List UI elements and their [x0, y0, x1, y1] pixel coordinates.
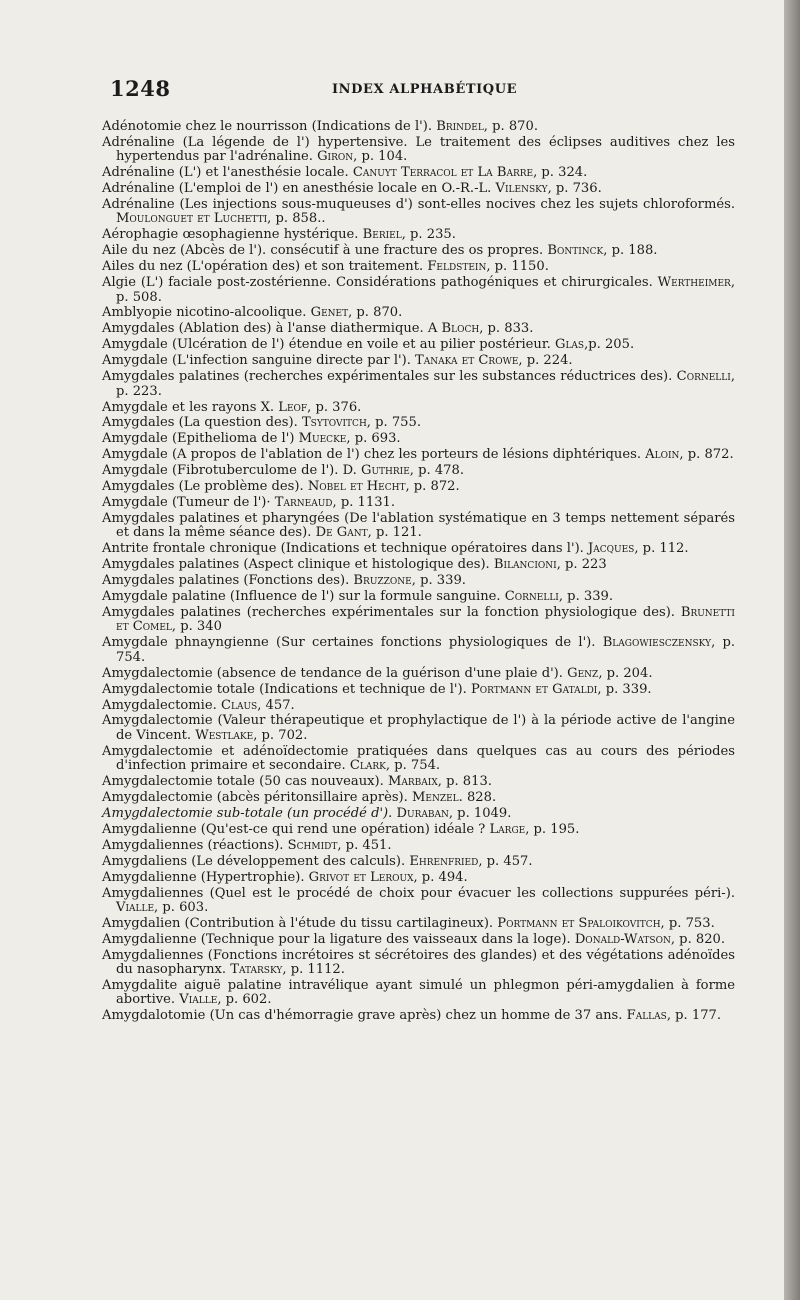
entry-author: De Gant	[315, 525, 368, 541]
page-number: 1248	[110, 76, 171, 101]
index-entry	[102, 839, 735, 853]
entry-title: Amygdalectomie totale (50 cas nouveaux).	[102, 774, 384, 790]
entry-title: Amygdalienne (Hypertrophie).	[102, 869, 305, 885]
entry-title: Amygdalienne (Technique pour la ligature des vaisseaux dans la loge).	[102, 931, 571, 947]
index-entry	[102, 120, 735, 134]
index-entry	[102, 775, 735, 789]
entry-author: Bruzzone	[353, 573, 412, 589]
entry-author: Large	[489, 821, 526, 837]
index-entry	[102, 401, 735, 415]
index-entry	[102, 166, 735, 180]
entry-title: Amygdalotomie (Un cas d'hémorragie grave après) chez un homme de 37 ans.	[102, 1008, 623, 1024]
entry-author: Leof	[278, 399, 308, 415]
entry-title: Amygdaliens (Le développement des calculs).	[102, 853, 406, 869]
entry-page-ref: , p. 858..	[267, 211, 326, 227]
index-entry	[102, 887, 735, 916]
entry-page-ref: , p. 478.	[409, 463, 464, 479]
entry-title: Amygdalienne (Qu'est-ce qui rend une opération) idéale ?	[102, 821, 486, 837]
entry-title: Adrénaline (L') et l'anesthésie locale.	[102, 165, 349, 181]
entry-page-ref: , 457.	[257, 697, 295, 713]
index-entry	[102, 136, 735, 165]
entry-author: Fallas	[626, 1008, 667, 1024]
index-entry	[102, 949, 735, 978]
index-entry	[102, 714, 735, 743]
entry-page-ref: , p. 340	[171, 619, 222, 635]
entry-page-ref: , p. 1150.	[486, 259, 549, 275]
entry-author: Muecke	[298, 431, 347, 447]
index-entry	[102, 480, 735, 494]
index-entry	[102, 276, 735, 305]
entry-title: Amygdales palatines (Aspect clinique et histologique des).	[102, 557, 490, 573]
entry-page-ref: , p. 813.	[437, 774, 492, 790]
entry-author: Vialle	[116, 899, 155, 915]
entry-title: Amygdalectomie.	[102, 697, 217, 713]
entry-title: Amygdalien (Contribution à l'étude du tissu cartilagineux).	[102, 915, 494, 931]
entry-title: Amygdalectomie (Valeur thérapeutique et prophylactique de l') à la période active de l'angine de Vincent.	[102, 713, 735, 743]
entry-author: Brindel	[436, 119, 484, 134]
entry-page-ref: , p. 754.	[116, 635, 735, 665]
entry-title: Aile du nez (Abcès de l'). consécutif à une fracture des os propres.	[102, 243, 544, 259]
index-entry	[102, 322, 735, 336]
entry-page-ref: , p. 508.	[116, 275, 735, 305]
entry-author: Donald-Watson	[574, 931, 671, 947]
entry-page-ref: , p. 833.	[479, 321, 534, 337]
entry-author: Claus	[220, 697, 258, 713]
entry-author: Tanaka et Crowe	[415, 353, 519, 369]
entry-author: Brunetti et Comel	[116, 605, 735, 635]
entry-page-ref: , p. 235.	[401, 227, 456, 243]
page-edge-shadow	[784, 0, 800, 1300]
entry-page-ref: , p. 195.	[525, 821, 580, 837]
entry-title: Adrénaline (L'emploi de l') en anesthésie locale en O.-R.-L.	[102, 181, 492, 197]
entry-title: Adénotomie chez le nourrisson (Indications de l').	[102, 119, 433, 134]
index-entry	[102, 244, 735, 258]
entry-page-ref: , p. 121.	[367, 525, 422, 541]
entry-page-ref: , p. 224.	[518, 353, 573, 369]
index-entry	[102, 871, 735, 885]
entry-author: Feldstein	[427, 259, 487, 275]
index-entry	[102, 745, 735, 774]
entry-page-ref: , p. 104.	[353, 149, 408, 165]
entry-author: Cornelli	[676, 369, 731, 385]
entry-page-ref: , p. 870.	[348, 305, 403, 321]
page-header	[110, 76, 740, 102]
entry-page-ref: . 828.	[458, 789, 497, 805]
entry-title: Amygdale palatine (Influence de l') sur la formule sanguine.	[102, 589, 501, 605]
entry-author: Glas	[555, 337, 585, 353]
entry-page-ref: , p. 872.	[405, 479, 460, 495]
entry-author: Canuyt Terracol et La Barre	[352, 165, 534, 181]
entry-title: Amygdales palatines (Fonctions des).	[102, 573, 350, 589]
index-entry	[102, 416, 735, 430]
entry-title: Amygdales (Le problème des).	[102, 479, 304, 495]
entry-title: Ailes du nez (L'opération des) et son traitement.	[102, 259, 424, 275]
entry-page-ref: , p. 870.	[483, 119, 538, 134]
index-entry	[102, 354, 735, 368]
index-entry	[102, 182, 735, 196]
entry-author: Beriel	[362, 227, 402, 243]
entry-author: A Bloch	[427, 321, 480, 337]
entry-page-ref: , p. 204.	[598, 665, 653, 681]
entry-author: Vilensky	[495, 181, 548, 197]
entry-page-ref: , p. 702.	[253, 727, 308, 743]
entry-title: Amblyopie nicotino-alcoolique.	[102, 305, 307, 321]
entry-author: Ehrenfried	[409, 853, 479, 869]
entry-title: Amygdalectomie et adénoïdectomie pratiquées dans quelques cas au cours des périodes d'infection primaire et secondaire.	[102, 743, 735, 774]
entry-page-ref: , p. 451.	[337, 837, 392, 853]
entry-author: Grivot et Leroux	[308, 869, 414, 885]
entry-page-ref: , p. 177.	[666, 1008, 722, 1024]
entry-author: Bilancioni	[493, 557, 557, 573]
index-entry	[102, 496, 735, 510]
entry-title: Algie (L') faciale post-zostérienne. Considérations pathogéniques et chirurgicales.	[102, 275, 653, 291]
entry-title: Aérophagie œsophagienne hystérique.	[102, 227, 359, 243]
entry-author: Vialle	[179, 992, 218, 1008]
entry-page-ref: , p. 457.	[478, 853, 533, 869]
entry-page-ref: , p. 324.	[533, 165, 588, 181]
index-entry	[102, 306, 735, 320]
index-entry	[102, 823, 735, 837]
index-entry	[102, 606, 735, 635]
entry-page-ref: , p. 872.	[679, 447, 734, 463]
entry-page-ref: ,p. 205.	[584, 337, 635, 353]
index-entry	[102, 228, 735, 242]
entry-page-ref: , p. 376.	[307, 399, 362, 415]
entry-title: Amygdalectomie sub-totale (un procédé d').	[102, 805, 393, 821]
entry-title: Amygdalectomie (abcès péritonsillaire après).	[102, 789, 408, 805]
entry-page-ref: , p. 754.	[385, 758, 441, 774]
entry-page-ref: , p. 1112.	[282, 962, 345, 978]
entry-page-ref: , p. 112.	[634, 541, 689, 557]
entry-title: Amygdaliennes (Fonctions incrétoires st sécrétoires des glandes) et des végétations adénoïdes du nasopharynx.	[102, 947, 735, 978]
entry-author: Genz	[567, 665, 599, 681]
index-entry	[102, 683, 735, 697]
entry-page-ref: , p. 602.	[217, 992, 272, 1008]
index-entry	[102, 542, 735, 556]
entry-author: Tsytovitch	[301, 415, 367, 431]
entry-author: Moulonguet et Luchetti	[116, 211, 268, 227]
entry-author: Tatarsky	[230, 962, 283, 978]
entry-author: Marbaix	[388, 774, 438, 790]
entry-page-ref: , p. 753.	[660, 915, 715, 931]
entry-title: Adrénaline (La légende de l') hypertensive. Le traitement des éclipses auditives chez les hypertendus par l'adrénaline.	[102, 134, 735, 165]
entry-author: Nobel et Hecht	[307, 479, 406, 495]
entry-author: Cornelli	[504, 589, 559, 605]
entry-page-ref: , p. 223	[556, 557, 607, 573]
index-entry	[102, 464, 735, 478]
index-entry	[102, 855, 735, 869]
entry-title: Amygdales palatines et pharyngées (De l'ablation systématique en 3 temps nettement séparés et dans la même séance des).	[102, 511, 735, 541]
entry-title: Amygdale (Fibrotuberculome de l'). D.	[102, 463, 357, 479]
entry-title: Antrite frontale chronique (Indications et technique opératoires dans l').	[102, 541, 584, 557]
index-entry	[102, 448, 735, 462]
entry-title: Amygdalectomie totale (Indications et technique de l').	[102, 681, 467, 697]
index-entry	[102, 432, 735, 446]
entry-title: Amygdale phnayngienne (Sur certaines fonctions physiologiques de l').	[102, 635, 596, 651]
entry-title: Amygdale (Epithelioma de l')	[102, 431, 295, 447]
entry-title: Amygdale (L'infection sanguine directe par l').	[102, 353, 411, 369]
entry-title: Amygdales palatines (recherches expérimentales sur la fonction physiologique des).	[102, 605, 675, 621]
index-entry	[102, 699, 735, 713]
index-entries	[102, 120, 735, 1025]
index-entry	[102, 667, 735, 681]
entry-author: Menzel	[412, 789, 459, 805]
index-entry	[102, 933, 735, 947]
entry-title: Amygdales palatines (recherches expérimentales sur les substances réductrices des).	[102, 369, 673, 385]
index-entry	[102, 198, 735, 227]
entry-page-ref: , p. 736.	[547, 181, 602, 197]
entry-author: Guthrie	[360, 463, 410, 479]
index-entry	[102, 791, 735, 805]
index-entry	[102, 512, 735, 541]
entry-author: Schmidt	[287, 837, 338, 853]
index-entry	[102, 370, 735, 399]
entry-title: Amygdale (A propos de l'ablation de l') chez les porteurs de lésions diphtériques.	[102, 447, 641, 463]
entry-author: Genet	[310, 305, 349, 321]
entry-author: Clark	[349, 758, 386, 774]
entry-title: Amygdale (Tumeur de l')·	[102, 495, 271, 511]
index-entry	[102, 917, 735, 931]
entry-page-ref: , p. 603.	[154, 899, 209, 915]
entry-page-ref: , p. 339.	[411, 573, 466, 589]
running-title: INDEX ALPHABÉTIQUE	[332, 82, 518, 97]
index-entry	[102, 558, 735, 572]
entry-author: Jacques	[588, 541, 635, 557]
entry-page-ref: , p. 339.	[558, 589, 614, 605]
entry-author: Westlake	[195, 727, 254, 743]
entry-author: Bontinck	[547, 243, 604, 259]
entry-page-ref: , p. 188.	[603, 243, 658, 259]
entry-page-ref: , p. 494.	[413, 869, 468, 885]
entry-page-ref: , p. 1131.	[332, 495, 396, 511]
entry-page-ref: , p. 693.	[346, 431, 401, 447]
entry-title: Amygdale (Ulcération de l') étendue en voile et au pilier postérieur.	[102, 337, 551, 353]
entry-title: Amygdalectomie (absence de tendance de la guérison d'une plaie d').	[102, 665, 563, 681]
entry-author: Duraban	[396, 805, 449, 821]
index-entry	[102, 807, 735, 821]
entry-title: Amygdaliennes (Quel est le procédé de choix pour évacuer les collections suppurées péri-).	[102, 885, 735, 901]
entry-author: Blagowiesczensky	[602, 635, 712, 651]
index-entry	[102, 590, 735, 604]
entry-author: Wertheimer	[657, 275, 731, 291]
entry-page-ref: , p. 820.	[670, 931, 726, 947]
entry-title: Amygdales (Ablation des) à l'anse diathermique.	[102, 321, 424, 337]
entry-page-ref: , p. 339.	[597, 681, 652, 697]
index-entry	[102, 260, 735, 274]
entry-page-ref: , p. 755.	[366, 415, 421, 431]
entry-page-ref: , p. 223.	[116, 369, 735, 399]
entry-title: Amygdalite aiguë palatine intravélique ayant simulé un phlegmon péri-amygdalien à forme abortive.	[102, 978, 735, 1008]
entry-page-ref: , p. 1049.	[448, 805, 512, 821]
entry-title: Adrénaline (Les injections sous-muqueuses d') sont-elles nocives chez les sujets chloroformés.	[102, 197, 735, 213]
index-entry	[102, 979, 735, 1008]
entry-title: Amygdales (La question des).	[102, 415, 298, 431]
entry-title: Amygdaliennes (réactions).	[102, 837, 284, 853]
index-entry	[102, 1009, 735, 1023]
index-entry	[102, 574, 735, 588]
entry-title: Amygdale et les rayons X.	[102, 399, 275, 415]
index-entry	[102, 636, 735, 665]
entry-author: Portmann et Gataldi	[470, 681, 598, 697]
entry-author: Portmann et Spaloikovitch	[497, 915, 661, 931]
index-entry	[102, 338, 735, 352]
entry-author: Giron	[317, 149, 354, 165]
entry-author: Tarneaud	[274, 495, 333, 511]
entry-author: Aloin	[645, 447, 680, 463]
